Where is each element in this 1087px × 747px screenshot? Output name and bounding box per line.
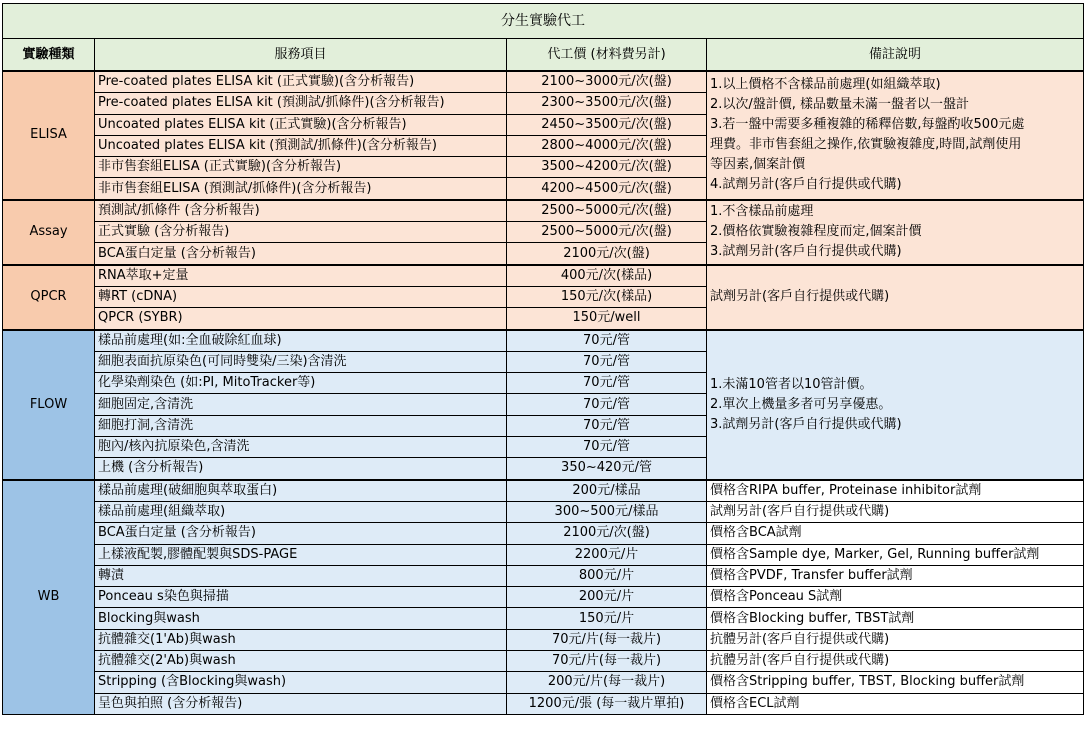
table-row: [3, 523, 1084, 544]
table-row: [3, 330, 1084, 352]
note-cell: 價格含Ponceau S試劑: [707, 587, 1084, 608]
service-cell: Uncoated plates ELISA kit (正式實驗)(含分析報告): [95, 114, 507, 135]
service-cell: Ponceau s染色與掃描: [95, 587, 507, 608]
service-cell: 轉漬: [95, 565, 507, 586]
price-cell: 2450~3500元/次(盤): [507, 114, 707, 135]
price-cell: 4200~4500元/次(盤): [507, 178, 707, 200]
service-cell: 上機 (含分析報告): [95, 458, 507, 480]
service-cell: 抗體雜交(1'Ab)與wash: [95, 629, 507, 650]
service-cell: Uncoated plates ELISA kit (預測試/抓條件)(含分析報告): [95, 135, 507, 156]
service-cell: 呈色與拍照 (含分析報告): [95, 693, 507, 714]
table-row: [3, 629, 1084, 650]
service-cell: Pre-coated plates ELISA kit (預測試/抓條件)(含分析報告): [95, 93, 507, 114]
table-row: [3, 693, 1084, 714]
note-line: 理費。非市售套組之操作,依實驗複雜度,時間,試劑使用: [710, 137, 1022, 153]
note-line: 2.單次上機量多者可另享優惠。: [710, 396, 892, 412]
note-line: 1.不含樣品前處理: [710, 204, 814, 220]
table-row: [3, 587, 1084, 608]
service-cell: 非市售套組ELISA (預測試/抓條件)(含分析報告): [95, 178, 507, 200]
category-cell: WB: [3, 480, 95, 715]
service-cell: 抗體雜交(2'Ab)與wash: [95, 651, 507, 672]
price-cell: 2500~5000元/次(盤): [507, 200, 707, 222]
table-row: [3, 672, 1084, 693]
price-cell: 2100元/次(盤): [507, 523, 707, 544]
service-cell: 上樣液配製,膠體配製與SDS-PAGE: [95, 544, 507, 565]
note-cell: [707, 265, 1084, 330]
price-cell: 70元/管: [507, 351, 707, 372]
category-cell: Assay: [3, 200, 95, 265]
note-line: 3.試劑另計(客戶自行提供或代購): [710, 244, 902, 260]
note-line: 試劑另計(客戶自行提供或代購): [710, 289, 890, 305]
price-table: [2, 3, 1084, 715]
service-cell: 細胞固定,含清洗: [95, 394, 507, 415]
price-cell: 2100~3000元/次(盤): [507, 71, 707, 93]
note-line: 1.以上價格不含樣品前處理(如組織萃取): [710, 77, 941, 93]
table-row: [3, 651, 1084, 672]
service-cell: RNA萃取+定量: [95, 265, 507, 287]
note-cell: [707, 200, 1084, 265]
service-cell: Pre-coated plates ELISA kit (正式實驗)(含分析報告): [95, 71, 507, 93]
category-cell: FLOW: [3, 330, 95, 480]
service-cell: BCA蛋白定量 (含分析報告): [95, 243, 507, 265]
note-cell: 價格含Blocking buffer, TBST試劑: [707, 608, 1084, 629]
header-category: 實驗種類: [3, 39, 95, 72]
header-service: 服務項目: [95, 39, 507, 72]
table-row: [3, 480, 1084, 502]
price-cell: 1200元/張 (每一裁片單拍): [507, 693, 707, 714]
table-row: [3, 565, 1084, 586]
table-row: [3, 544, 1084, 565]
note-line: 3.若一盤中需要多種複雜的稀釋倍數,每盤酌收500元處: [710, 117, 1025, 133]
note-line: 4.試劑另計(客戶自行提供或代購): [710, 177, 902, 193]
table-row: [3, 71, 1084, 93]
service-cell: 轉RT (cDNA): [95, 286, 507, 307]
price-cell: 200元/片: [507, 587, 707, 608]
note-cell: 抗體另計(客戶自行提供或代購): [707, 651, 1084, 672]
service-cell: 樣品前處理(如:全血破除紅血球): [95, 330, 507, 352]
note-cell: [707, 71, 1084, 200]
price-cell: 2800~4000元/次(盤): [507, 135, 707, 156]
service-cell: 樣品前處理(組織萃取): [95, 501, 507, 522]
price-cell: 350~420元/管: [507, 458, 707, 480]
service-cell: Stripping (含Blocking與wash): [95, 672, 507, 693]
price-cell: 800元/片: [507, 565, 707, 586]
table-row: [3, 608, 1084, 629]
note-cell: 價格含RIPA buffer, Proteinase inhibitor試劑: [707, 480, 1084, 502]
price-cell: 70元/片(每一裁片): [507, 651, 707, 672]
price-cell: 2200元/片: [507, 544, 707, 565]
price-cell: 70元/管: [507, 330, 707, 352]
note-cell: 價格含BCA試劑: [707, 523, 1084, 544]
price-cell: 70元/管: [507, 437, 707, 458]
price-cell: 200元/樣品: [507, 480, 707, 502]
price-cell: 70元/管: [507, 415, 707, 436]
note-cell: [707, 330, 1084, 480]
service-cell: 細胞表面抗原染色(可同時雙染/三染)含清洗: [95, 351, 507, 372]
note-cell: 試劑另計(客戶自行提供或代購): [707, 501, 1084, 522]
price-cell: 150元/次(樣品): [507, 286, 707, 307]
table-row: [3, 501, 1084, 522]
service-cell: BCA蛋白定量 (含分析報告): [95, 523, 507, 544]
header-note: 備註說明: [707, 39, 1084, 72]
note-cell: 價格含ECL試劑: [707, 693, 1084, 714]
note-line: 2.價格依實驗複雜程度而定,個案計價: [710, 224, 922, 240]
service-cell: 樣品前處理(破細胞與萃取蛋白): [95, 480, 507, 502]
price-cell: 70元/管: [507, 373, 707, 394]
category-cell: QPCR: [3, 265, 95, 330]
table-row: [3, 265, 1084, 287]
price-cell: 2100元/次(盤): [507, 243, 707, 265]
sections-body: [3, 71, 1084, 714]
service-cell: 細胞打洞,含清洗: [95, 415, 507, 436]
price-cell: 70元/管: [507, 394, 707, 415]
note-line: 2.以次/盤計價, 樣品數量未滿一盤者以一盤計: [710, 97, 970, 113]
header-price: 代工價 (材料費另計): [507, 39, 707, 72]
service-cell: 正式實驗 (含分析報告): [95, 222, 507, 243]
note-cell: 價格含PVDF, Transfer buffer試劑: [707, 565, 1084, 586]
price-cell: 150元/片: [507, 608, 707, 629]
service-cell: 預測試/抓條件 (含分析報告): [95, 200, 507, 222]
service-cell: QPCR (SYBR): [95, 308, 507, 330]
note-cell: 價格含Sample dye, Marker, Gel, Running buffer試劑: [707, 544, 1084, 565]
service-cell: 胞內/核內抗原染色,含清洗: [95, 437, 507, 458]
service-cell: Blocking與wash: [95, 608, 507, 629]
category-cell: ELISA: [3, 71, 95, 200]
note-cell: 價格含Stripping buffer, TBST, Blocking buffer試劑: [707, 672, 1084, 693]
service-cell: 化學染劑染色 (如:PI, MitoTracker等): [95, 373, 507, 394]
price-cell: 200元/片(每一裁片): [507, 672, 707, 693]
note-line: 1.未滿10管者以10管計價。: [710, 376, 873, 392]
note-line: 3.試劑另計(客戶自行提供或代購): [710, 416, 902, 432]
price-cell: 3500~4200元/次(盤): [507, 157, 707, 178]
note-cell: 抗體另計(客戶自行提供或代購): [707, 629, 1084, 650]
price-cell: 2300~3500元/次(盤): [507, 93, 707, 114]
table-title: 分生實驗代工: [3, 4, 1084, 39]
note-line: 等因素,個案計價: [710, 157, 806, 173]
service-cell: 非市售套組ELISA (正式實驗)(含分析報告): [95, 157, 507, 178]
price-cell: 150元/well: [507, 308, 707, 330]
table-row: [3, 200, 1084, 222]
price-cell: 2500~5000元/次(盤): [507, 222, 707, 243]
price-cell: 70元/片(每一裁片): [507, 629, 707, 650]
price-cell: 400元/次(樣品): [507, 265, 707, 287]
price-cell: 300~500元/樣品: [507, 501, 707, 522]
